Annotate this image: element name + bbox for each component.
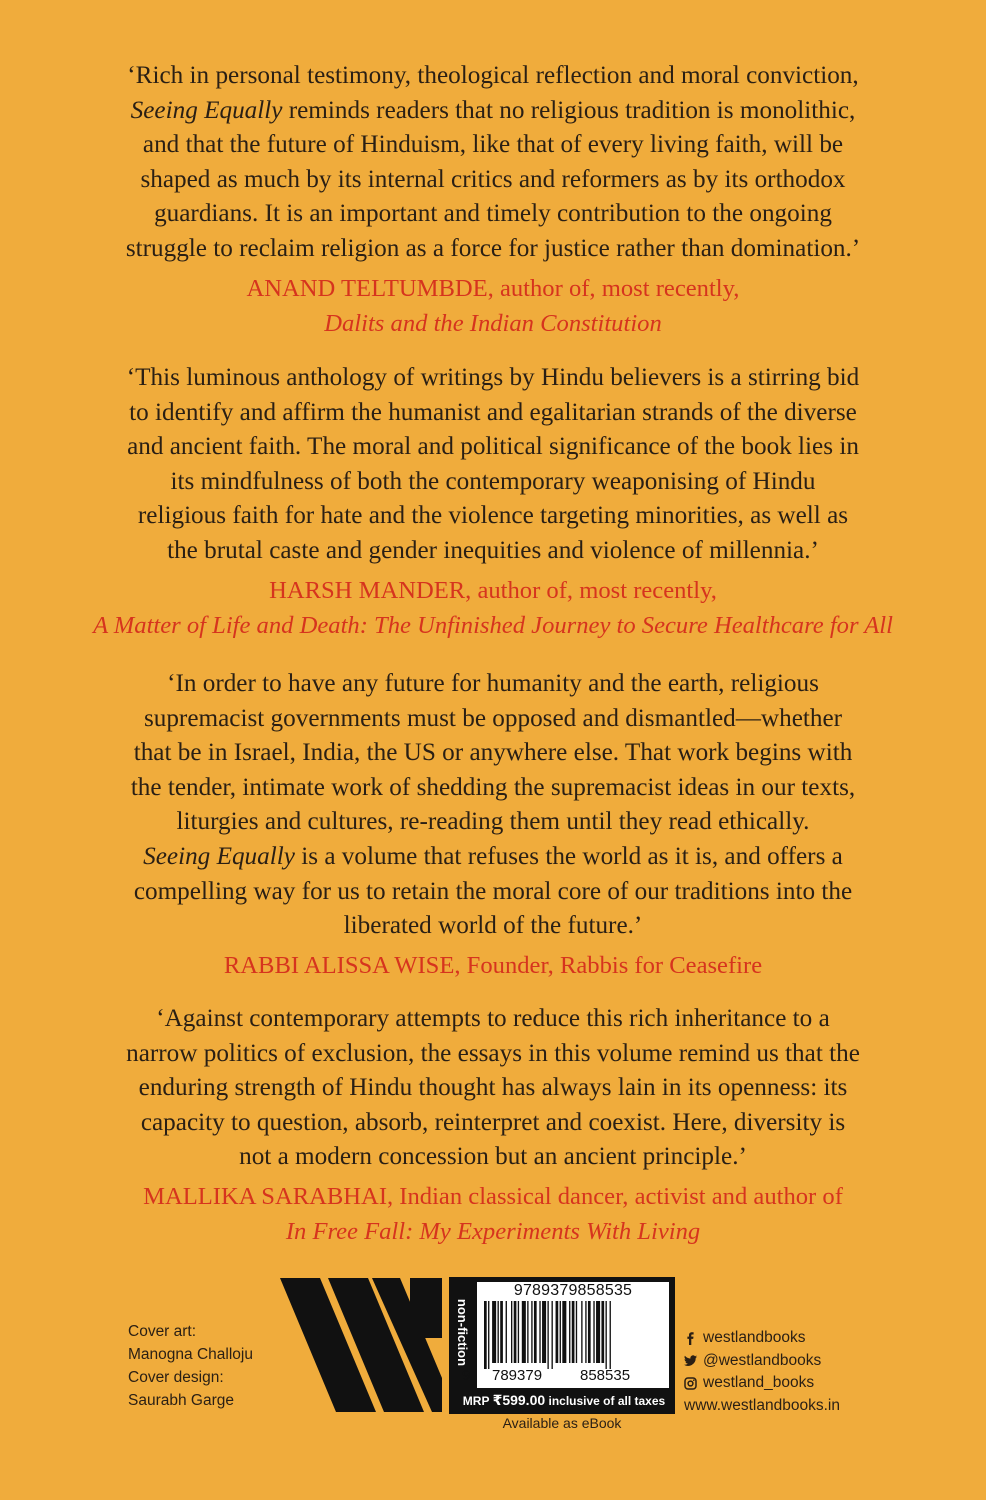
quote-line: supremacist governments must be opposed and dismantled—whether [143, 704, 843, 732]
book-title: Seeing Equally [143, 842, 295, 870]
barcode-bar [484, 1301, 487, 1369]
attribution-work: Dalits and the Indian Constitution [324, 310, 662, 338]
ebook-note: Available as eBook [502, 1415, 622, 1431]
quote-line: the tender, intimate work of shedding the supremacist ideas in our texts, [130, 773, 856, 801]
blurb-1 [0, 59, 986, 342]
barcode-bar [601, 1301, 604, 1363]
barcode-bar [518, 1301, 519, 1363]
quote-line: to identify and affirm the humanist and egalitarian strands of the diverse [129, 398, 857, 426]
isbn-digit-first: 9 [462, 1367, 471, 1384]
cover-art-label: Cover art: [128, 1323, 197, 1340]
isbn-digits-left: 789379 [492, 1367, 543, 1384]
publisher-social [684, 1327, 840, 1417]
barcode-bar [593, 1301, 594, 1363]
isbn-digits-right: 858535 [580, 1367, 631, 1384]
attribution-work: In Free Fall: My Experiments With Living [285, 1218, 701, 1246]
barcode-bar [511, 1301, 512, 1363]
quote-line: not a modern concession but an ancient principle.’ [239, 1143, 747, 1171]
barcode-bar [539, 1301, 540, 1363]
barcode-bar [534, 1301, 537, 1363]
cover-design-label: Cover design: [128, 1369, 224, 1386]
blurb-2 [0, 361, 986, 644]
quote-line: struggle to reclaim religion as a force for justice rather than domination.’ [125, 234, 861, 262]
blurb-attribution [0, 948, 986, 984]
barcode-bar [596, 1301, 600, 1363]
price-line [455, 1390, 673, 1411]
barcode-bar [522, 1301, 526, 1363]
westland-logo-icon [280, 1278, 442, 1412]
isbn-number: 9789379858535 [513, 1282, 633, 1299]
barcode-icon [484, 1301, 662, 1369]
barcode-bar [588, 1301, 591, 1363]
barcode-bar [572, 1301, 575, 1363]
cover-credits [128, 1320, 253, 1412]
barcode-bar [606, 1301, 607, 1369]
blurb-attribution [0, 271, 986, 342]
barcode-bar [562, 1301, 566, 1363]
quote-line: narrow politics of exclusion, the essays in this volume remind us that the [126, 1039, 860, 1067]
quote-line: guardians. It is an important and timely contribution to the ongoing [154, 200, 832, 228]
facebook-icon [684, 1332, 697, 1345]
blurb-attribution [0, 1179, 986, 1250]
genre-label: non-fiction [455, 1298, 471, 1366]
quote-line: and ancient faith. The moral and political significance of the book lies in [127, 433, 859, 461]
cover-art-name: Manogna Challoju [128, 1346, 253, 1363]
quote-line: enduring strength of Hindu thought has always lain in its openness: its [138, 1074, 848, 1102]
blurb-quote [0, 667, 986, 944]
barcode-bar [506, 1301, 507, 1363]
quote-line: the brutal caste and gender inequities and violence of millennia.’ [167, 536, 819, 564]
blurb-quote [0, 361, 986, 569]
barcode-bar [488, 1301, 489, 1369]
quote-line: ‘Rich in personal testimony, theological reflection and moral conviction, [127, 62, 859, 89]
quote-line: ‘Against contemporary attempts to reduce this rich inheritance to a [156, 1005, 830, 1032]
barcode-bar [569, 1301, 570, 1363]
twitter-icon [684, 1354, 697, 1367]
barcode-bar [500, 1301, 503, 1363]
social-instagram: westland_books [684, 1372, 840, 1395]
barcode-bar [547, 1301, 548, 1369]
barcode-bar [556, 1301, 559, 1363]
mrp-label: MRP [462, 1394, 490, 1408]
barcode-bar [498, 1301, 499, 1363]
quote-line: Seeing Equally reminds readers that no religious tradition is monolithic, [130, 96, 856, 124]
cover-design-name: Saurabh Garge [128, 1392, 234, 1409]
quote-line: capacity to question, absorb, reinterpret and coexist. Here, diversity is [140, 1108, 846, 1136]
quote-line: Seeing Equally is a volume that refuses the world as it is, and offers a [143, 842, 843, 870]
attribution-author: MALLIKA SARABHAI, Indian classical dancer, activist and author of [143, 1182, 843, 1210]
barcode-bar [527, 1301, 528, 1363]
blurb-4 [0, 1002, 986, 1250]
barcode-bar [576, 1301, 577, 1363]
attribution-author: ANAND TELTUMBDE, author of, most recently, [246, 274, 740, 302]
attribution-author: RABBI ALISSA WISE, Founder, Rabbis for Ceasefire [223, 951, 763, 979]
instagram-icon [684, 1377, 697, 1390]
quote-line: ‘In order to have any future for humanity and the earth, religious [167, 670, 819, 697]
blurb-attribution [0, 573, 986, 644]
quote-line: compelling way for us to retain the moral core of our traditions into the [133, 877, 853, 905]
barcode-bar [610, 1301, 611, 1369]
quote-line: shaped as much by its internal critics and reformers as by its orthodox [140, 165, 846, 193]
attribution-author: HARSH MANDER, author of, most recently, [269, 576, 717, 604]
barcode-bar [542, 1301, 546, 1363]
barcode-bar [492, 1301, 496, 1363]
quote-line: religious faith for hate and the violence targeting minorities, as well as [137, 502, 849, 530]
publisher-website: www.westlandbooks.in [684, 1396, 840, 1414]
barcode-bar [560, 1301, 561, 1363]
barcode-bar [585, 1301, 586, 1363]
barcode-bar [514, 1301, 517, 1363]
blurb-3 [0, 667, 986, 983]
quote-line: ‘This luminous anthology of writings by Hindu believers is a stirring bid [126, 364, 860, 391]
social-facebook: westlandbooks [684, 1327, 840, 1350]
attribution-work: A Matter of Life and Death: The Unfinished Journey to Secure Healthcare for All [93, 612, 893, 640]
barcode-bar [581, 1301, 582, 1363]
quote-line: its mindfulness of both the contemporary weaponising of Hindu [170, 467, 816, 495]
blurb-quote [0, 1002, 986, 1175]
quote-line: that be in Israel, India, the US or anywhere else. That work begins with [133, 739, 853, 767]
quote-line: liberated world of the future.’ [343, 912, 643, 940]
quote-line: liturgies and cultures, re-reading them until they read ethically. [176, 808, 810, 836]
book-title: Seeing Equally [130, 96, 283, 124]
blurb-quote [0, 59, 986, 267]
price-value: ₹599.00 [492, 1392, 546, 1408]
quote-line: and that the future of Hinduism, like that of every living faith, will be [142, 131, 844, 159]
barcode-bar [531, 1301, 532, 1363]
tax-note: inclusive of all taxes [548, 1394, 666, 1408]
social-twitter: @westlandbooks [684, 1350, 840, 1373]
barcode-bar [552, 1301, 553, 1369]
